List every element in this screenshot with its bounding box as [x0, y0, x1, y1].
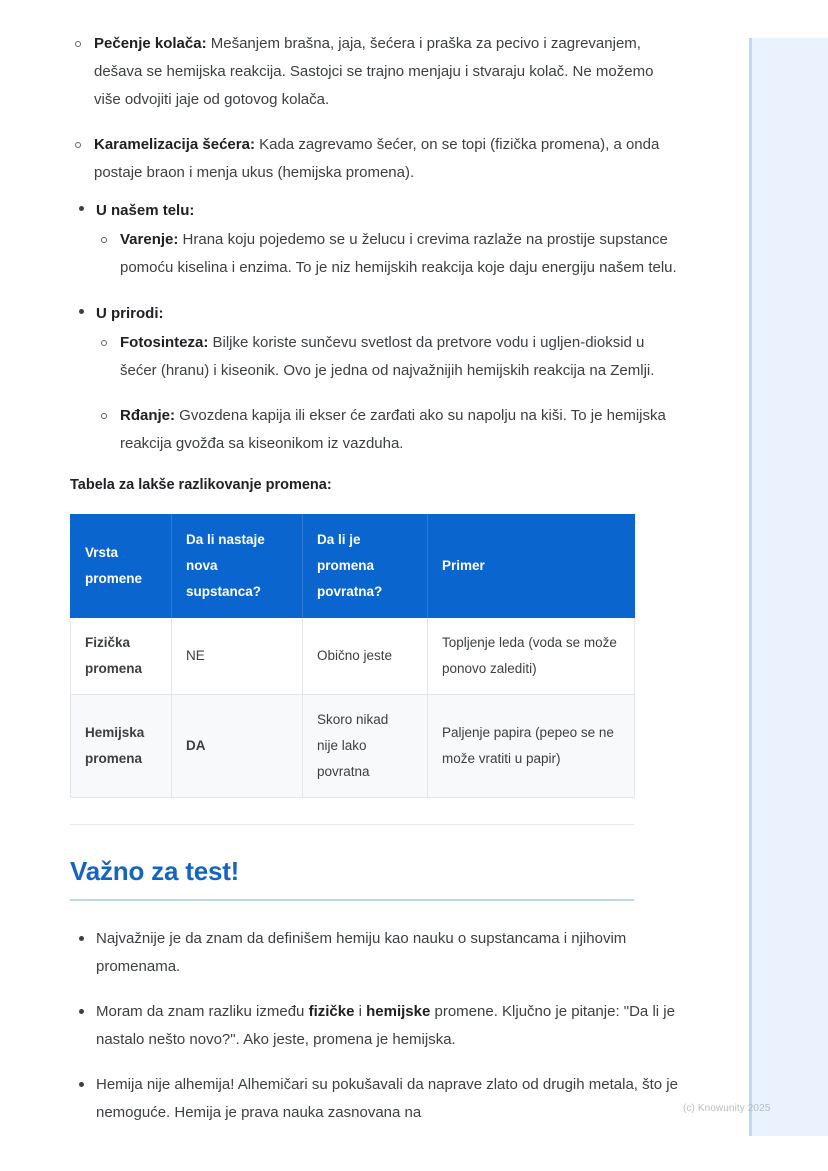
- exam-bullets-list: [70, 925, 679, 1127]
- table-header-cell-vrsta: Vrsta promene: [71, 515, 172, 618]
- list-item: [96, 329, 679, 385]
- cell-example: Paljenje papira (pepeo se ne može vratiti u papir): [428, 695, 635, 798]
- table-header-cell-povratna: Da li je promena povratna?: [303, 515, 428, 618]
- cell-type: Hemijska promena: [71, 695, 172, 798]
- cell-new-substance: NE: [172, 618, 303, 695]
- emphasis-fizicke: fizičke: [308, 1003, 355, 1020]
- list-item-lead: Rđanje:: [120, 407, 176, 424]
- table-caption: Tabela za lakše razlikovanje promena:: [70, 477, 332, 493]
- list-item-text: Kada zagrevamo šećer, on se topi (fizička promena), a onda postaje braon i menja ukus (hemijska promena).: [94, 136, 660, 181]
- list-item: [96, 402, 679, 458]
- list-item: [70, 131, 679, 187]
- cell-type: Fizička promena: [71, 618, 172, 695]
- list-item-text: Hemija nije alhemija! Alhemičari su pokušavali da naprave zlato od drugih metala, što je nemoguće. Hemija je prava nauka zasnovana na: [96, 1076, 678, 1121]
- list-item-text: Mešanjem brašna, jaja, šećera i praška za pecivo i zagrevanjem, dešava se hemijska reakcija. Sastojci se trajno menjaju i stvaraju kolač. Ne možemo više odvojiti jaje od gotovog kolača.: [94, 35, 654, 108]
- right-decorative-panel: [749, 38, 828, 1136]
- list-item: [70, 998, 679, 1054]
- list-item-text: Gvozdena kapija ili ekser će zarđati ako su napolju na kiši. To je hemijska reakcija gvožđa sa kiseonikom iz vazduha.: [120, 407, 666, 452]
- list-item-text: Hrana koju pojedemo se u želucu i crevima razlaže na prostije supstance pomoću kiselina i enzima. To je niz hemijskih reakcija koje daju energiju našem telu.: [120, 231, 677, 276]
- group-u-prirodi: [70, 300, 679, 458]
- list-item-text: promene. Ključno je pitanje: "Da li je nastalo nešto novo?". Ako jeste, promena je hemijska.: [96, 1003, 675, 1048]
- group-items: [96, 226, 679, 282]
- cell-example: Topljenje leda (voda se može ponovo zalediti): [428, 618, 635, 695]
- list-item-lead: Karamelizacija šećera:: [94, 136, 255, 153]
- group-heading: U prirodi:: [96, 305, 164, 322]
- comparison-table: [70, 514, 635, 798]
- list-item-text: Biljke koriste sunčevu svetlost da pretvore vodu i ugljen-dioksid u šećer (hranu) i kiseonik. Ovo je jedna od najvažnijih hemijskih reakcija na Zemlji.: [120, 334, 655, 379]
- spacer: [70, 187, 679, 197]
- section-divider: [70, 824, 634, 825]
- emphasis-hemijske: hemijske: [366, 1003, 431, 1020]
- table-head: [71, 515, 635, 618]
- list-item-text: Moram da znam razliku između: [96, 1003, 309, 1020]
- title-underline: [70, 899, 634, 901]
- list-item-lead: Pečenje kolača:: [94, 35, 207, 52]
- list-item-text: i: [354, 1003, 367, 1020]
- table-body: [71, 618, 635, 798]
- group-u-nasem-telu: [70, 197, 679, 282]
- copyright-watermark: (c) Knowunity 2025: [683, 1103, 771, 1114]
- top-examples-list: [70, 30, 679, 187]
- cell-new-substance: DA: [172, 695, 303, 798]
- table-header-row: [71, 515, 635, 618]
- table-row: [71, 618, 635, 695]
- table-header-cell-nova-supstanca: Da li nastaje nova supstanca?: [172, 515, 303, 618]
- group-items: [96, 329, 679, 458]
- page-title: Važno za test!: [70, 856, 240, 886]
- grouped-examples-list: [70, 197, 679, 458]
- cell-reversible: Skoro nikad nije lako povratna: [303, 695, 428, 798]
- list-item: [96, 226, 679, 282]
- table-row: [71, 695, 635, 798]
- group-heading: U našem telu:: [96, 202, 195, 219]
- list-item-text: Najvažnije je da znam da definišem hemiju kao nauku o supstancama i njihovim promenama.: [96, 930, 627, 975]
- list-item: [70, 1071, 679, 1127]
- cell-reversible: Obično jeste: [303, 618, 428, 695]
- list-item: [70, 925, 679, 981]
- list-item-lead: Varenje:: [120, 231, 179, 248]
- table-header-cell-primer: Primer: [428, 515, 635, 618]
- list-item-lead: Fotosinteza:: [120, 334, 209, 351]
- list-item: [70, 30, 679, 114]
